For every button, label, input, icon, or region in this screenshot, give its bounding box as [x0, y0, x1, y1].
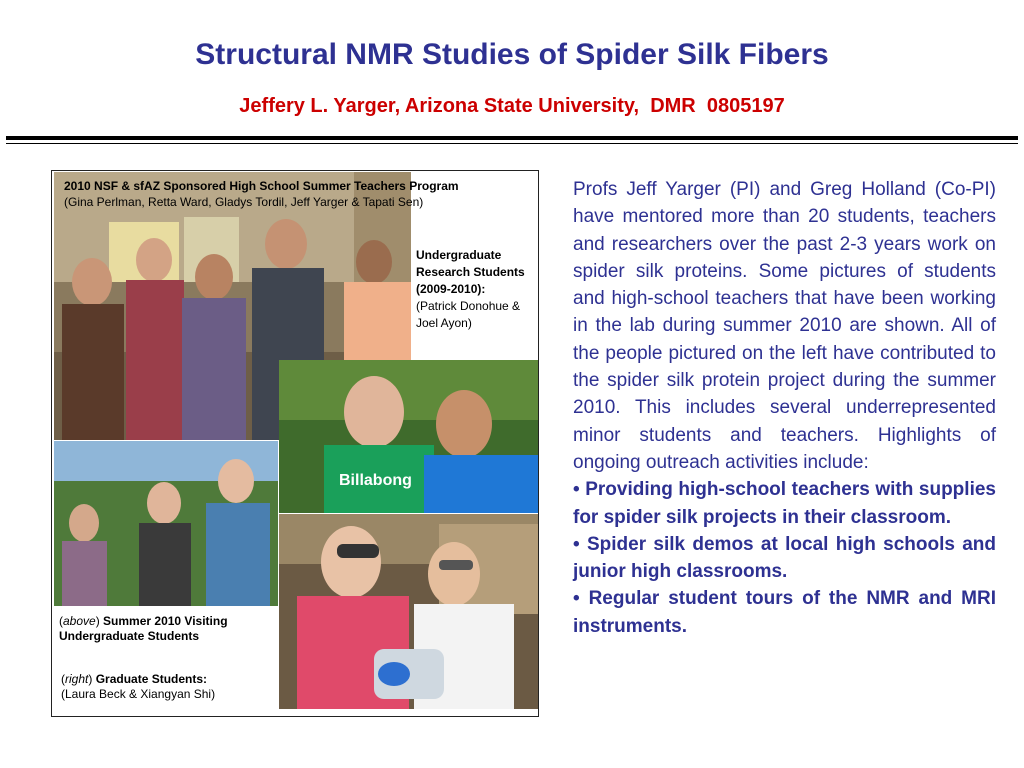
- bullet-text-2: Spider silk demos at local high schools and junior high classrooms.: [573, 533, 997, 583]
- grad-caption-prefix: right: [65, 672, 89, 686]
- summer-students-photo: [54, 441, 278, 606]
- header-rule-thick: [6, 136, 1018, 140]
- bullet-item-1: • Providing high-school teachers with supplies for spider silk projects in their classroom.: [573, 479, 996, 528]
- shirt-text: Billabong: [339, 472, 412, 489]
- bullet-text-1: Providing high-school teachers with supplies for spider silk projects in their classroom.: [573, 479, 996, 528]
- grad-caption-title: Graduate Students:: [95, 672, 208, 686]
- teachers-caption-names: (Gina Perlman, Retta Ward, Gladys Tordil, Jeff Yarger & Tapati Sen): [64, 195, 424, 209]
- body-paragraph: Profs Jeff Yarger (PI) and Greg Holland (Co-PI) have mentored more than 20 students, teachers and researchers over the past 2-3 years work on spider silk proteins. Some pictures of students and high-school teachers that have been working in the lab during summer 2010 are shown. All of the people pictured on the left have contributed to the spider silk protein project during the summer 2010. This includes several underrepresented minor students and teachers. Highlights of ongoing outreach activities include:: [573, 179, 996, 473]
- grad-caption-names: (Laura Beck & Xiangyan Shi): [61, 687, 216, 701]
- teachers-caption: [64, 178, 538, 210]
- bullet-item-2: • Spider silk demos at local high schools and junior high classrooms.: [573, 533, 997, 583]
- ugr-caption-title: Undergraduate Research Students (2009-2010):: [416, 248, 525, 296]
- bullet-text-3: Regular student tours of the NMR and MRI instruments.: [573, 588, 997, 637]
- graduate-students-photo: [279, 514, 538, 709]
- summer-caption: (above) Summer 2010 Visiting Undergraduate Students: [57, 612, 271, 644]
- slide-subtitle: Jeffery L. Yarger, Arizona State University, DMR 0805197: [239, 95, 785, 117]
- undergraduate-students-photo: [279, 360, 538, 513]
- slide-title: Structural NMR Studies of Spider Silk Fibers: [195, 38, 829, 71]
- grad-caption: (right) Graduate Students: (Laura Beck & Xiangyan Shi): [61, 672, 266, 702]
- body-text-column: [573, 176, 996, 640]
- header-rule-thin: [6, 143, 1018, 144]
- summer-caption-prefix: above: [63, 614, 96, 628]
- bullet-item-3: • Regular student tours of the NMR and MRI instruments.: [573, 588, 997, 637]
- teachers-caption-title: 2010 NSF & sfAZ Sponsored High School Summer Teachers Program: [64, 179, 459, 193]
- ugr-caption: [416, 247, 534, 332]
- ugr-caption-names: (Patrick Donohue & Joel Ayon): [416, 299, 521, 330]
- summer-caption-title: Summer 2010 Visiting Undergraduate Students: [59, 614, 228, 643]
